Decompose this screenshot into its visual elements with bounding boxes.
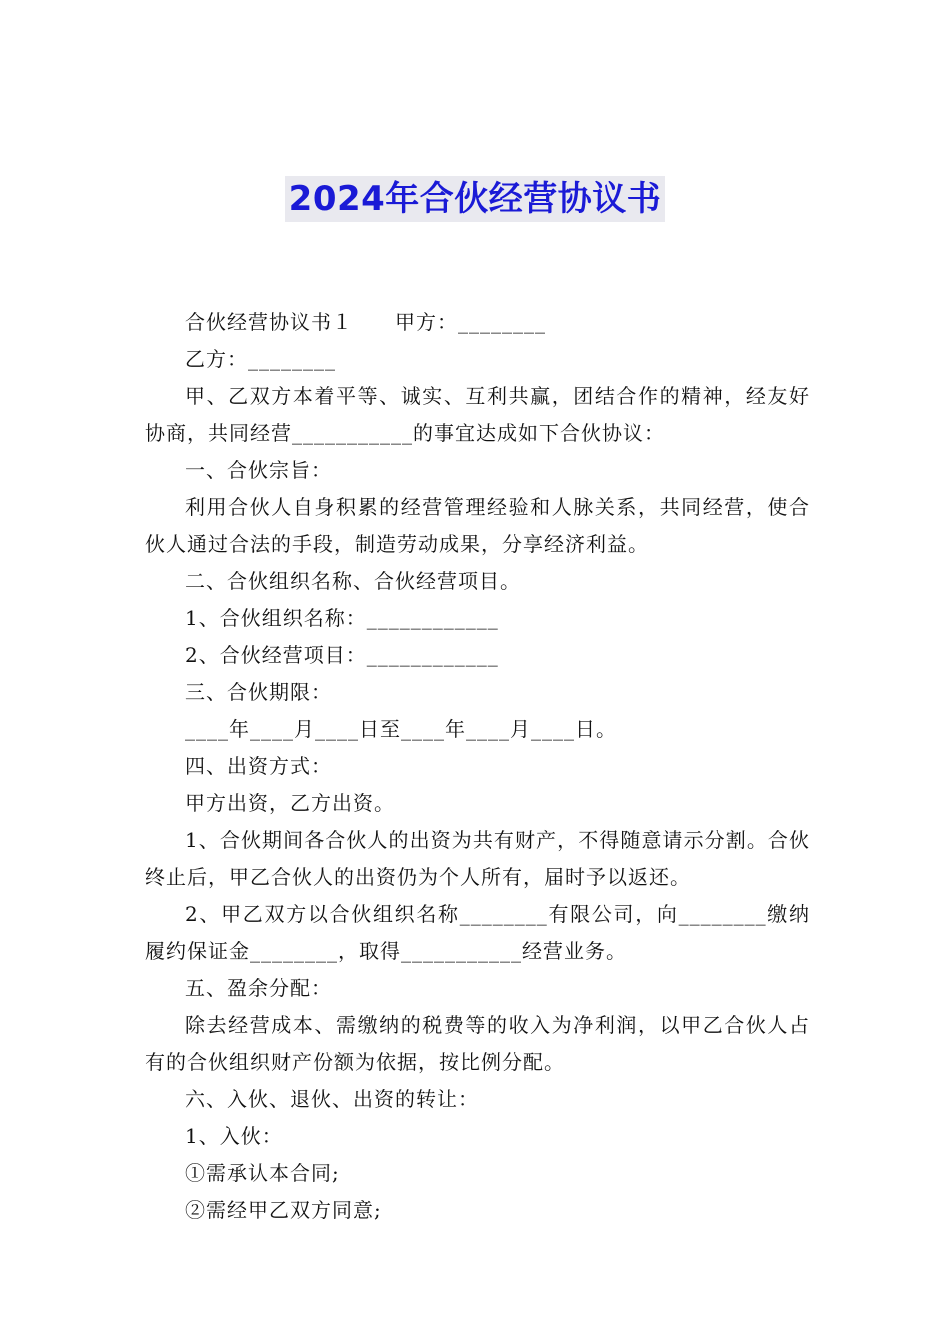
paragraph-capital: 甲方出资，乙方出资。 [185,791,395,815]
paragraph-capital-item-2: 2、甲乙双方以合伙组织名称________有限公司，向________缴纳履约保证金________，取得___________经营业务。 [145,902,810,963]
section-heading-purpose: 一、合伙宗旨： [185,458,332,482]
section-heading-capital: 四、出资方式： [185,754,332,778]
document-title: 2024年合伙经营协议书 [285,176,666,222]
paragraph-admission: 1、入伙： [185,1124,283,1148]
paragraph-org-name: 1、合伙组织名称：____________ [185,606,499,630]
title-container [0,176,950,222]
document-body [145,304,810,1229]
paragraph-heading-parties: 合伙经营协议书１ 甲方：________ [185,310,546,334]
section-heading-admission: 六、入伙、退伙、出资的转让： [185,1087,479,1111]
paragraph-party-b: 乙方：________ [185,347,336,371]
paragraph-admission-item-2: ②需经甲乙双方同意; [185,1198,382,1222]
paragraph-purpose: 利用合伙人自身积累的经营管理经验和人脉关系，共同经营，使合伙人通过合法的手段，制造劳动成果，分享经济利益。 [145,495,810,556]
section-heading-term: 三、合伙期限： [185,680,332,704]
paragraph-preamble: 甲、乙双方本着平等、诚实、互利共赢，团结合作的精神，经友好协商，共同经营___________的事宜达成如下合伙协议： [145,384,810,445]
section-heading-profit: 五、盈余分配： [185,976,332,1000]
section-heading-name-project: 二、合伙组织名称、合伙经营项目。 [185,569,521,593]
paragraph-profit: 除去经营成本、需缴纳的税费等的收入为净利润，以甲乙合伙人占有的合伙组织财产份额为依据，按比例分配。 [145,1013,810,1074]
paragraph-term-dates: ____年____月____日至____年____月____日。 [185,717,617,741]
paragraph-capital-item-1: 1、合伙期间各合伙人的出资为共有财产，不得随意请示分割。合伙终止后，甲乙合伙人的出资仍为个人所有，届时予以返还。 [145,828,810,889]
paragraph-project: 2、合伙经营项目：____________ [185,643,499,667]
paragraph-admission-item-1: ①需承认本合同; [185,1161,340,1185]
